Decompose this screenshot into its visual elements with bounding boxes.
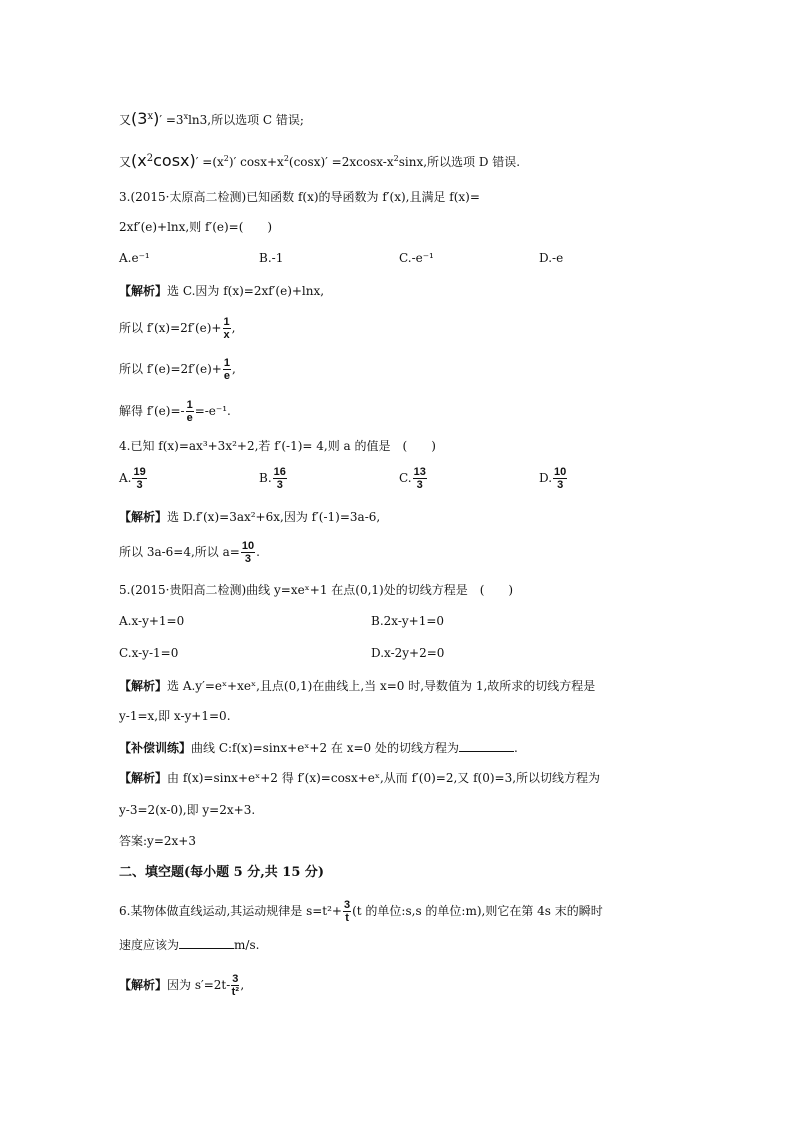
exp: x <box>183 112 189 121</box>
q3-solution-3 <box>119 357 236 382</box>
supplement-question <box>119 739 518 757</box>
text: 速度应该为 <box>119 938 180 952</box>
text: =-e⁻¹. <box>194 404 231 418</box>
math-paren: ) <box>153 109 160 128</box>
exp: 2 <box>223 154 229 163</box>
supplement-answer: 答案:y=2x+3 <box>119 834 196 848</box>
q5-option-d: D.x-2y+2=0 <box>371 646 445 660</box>
option-label: B. <box>259 471 272 485</box>
q6-stem-1 <box>119 899 603 924</box>
numerator: 10 <box>554 466 567 478</box>
q3-option-a: A.e⁻¹ <box>119 251 150 265</box>
text: 选 A.y′=eˣ+xeˣ,且点(0,1)在曲线上,当 x=0 时,导数值为 1,故所求的切线方程是 <box>167 679 596 693</box>
solution-tag: 【解析】 <box>119 978 168 992</box>
numerator: 1 <box>186 399 193 411</box>
text: , <box>231 362 236 376</box>
text: ′ =3 <box>159 113 184 127</box>
fraction <box>223 316 231 341</box>
denominator: t² <box>231 986 239 998</box>
denominator: 3 <box>557 479 564 491</box>
q3-solution-2 <box>119 316 235 341</box>
numerator: 1 <box>223 357 230 369</box>
text: 又 <box>119 113 132 127</box>
text: (t 的单位:s,s 的单位:m),则它在第 4s 末的瞬时 <box>352 904 603 918</box>
text: . <box>514 741 518 755</box>
text: . <box>256 545 260 559</box>
text: 解得 f′(e)=- <box>119 404 185 418</box>
fraction <box>343 899 351 924</box>
q5-option-a: A.x-y+1=0 <box>119 614 185 628</box>
text: 因为 s′=2t- <box>167 978 231 992</box>
option-label: D. <box>539 471 553 485</box>
q2-line-1 <box>119 108 304 129</box>
q4-option-a <box>119 466 148 491</box>
text: 所以 f′(e)=2f′(e)+ <box>119 362 222 376</box>
exp: 2 <box>393 154 399 163</box>
text: ′ =(x <box>195 155 224 169</box>
q6-stem-2 <box>119 936 259 954</box>
q3-option-c: C.-e⁻¹ <box>399 251 434 265</box>
q5-solution-2: y-1=x,即 x-y+1=0. <box>119 709 231 723</box>
solution-tag: 【解析】 <box>119 510 168 524</box>
denominator: e <box>223 370 230 382</box>
math-exp: 2 <box>146 153 154 164</box>
text: sinx,所以选项 D 错误. <box>398 155 521 169</box>
numerator: 3 <box>232 973 239 985</box>
option-label: C. <box>399 471 412 485</box>
numerator: 16 <box>273 466 286 478</box>
fraction <box>553 466 567 491</box>
numerator: 10 <box>241 540 255 552</box>
math-base: (3 <box>131 109 148 128</box>
text: , <box>231 321 236 335</box>
denominator: 3 <box>276 479 283 491</box>
fraction <box>186 399 194 424</box>
exp: 2 <box>283 154 289 163</box>
fraction <box>223 357 231 382</box>
q6-solution <box>119 973 244 998</box>
supplement-solution-1 <box>119 769 600 787</box>
q4-option-d <box>539 466 568 491</box>
text: 所以 f′(x)=2f′(e)+ <box>119 321 222 335</box>
denominator: t <box>345 912 349 924</box>
text: (cosx)′ =2xcosx-x <box>288 155 394 169</box>
q3-stem-2: 2xf′(e)+lnx,则 f′(e)=( ) <box>119 220 273 234</box>
text: 所以 3a-6=4,所以 a= <box>119 545 240 559</box>
q4-option-b <box>259 466 288 491</box>
fraction <box>231 973 239 998</box>
q3-stem-1: 3.(2015·太原高二检测)已知函数 f(x)的导函数为 f′(x),且满足 f(x)= <box>119 190 480 204</box>
answer-blank <box>179 936 234 949</box>
q3-solution-1 <box>119 282 324 300</box>
numerator: 3 <box>343 899 351 911</box>
q5-solution-1 <box>119 677 595 695</box>
math-rest: cosx) <box>153 151 196 170</box>
text: 选 D.f′(x)=3ax²+6x,因为 f′(-1)=3a-6, <box>167 510 381 524</box>
text: )′ cosx+x <box>228 155 284 169</box>
supplement-tag: 【补偿训练】 <box>119 741 192 755</box>
numerator: 13 <box>413 466 426 478</box>
fraction <box>241 540 255 565</box>
q3-option-b: B.-1 <box>259 251 284 265</box>
text: 选 C.因为 f(x)=2xf′(e)+lnx, <box>167 284 325 298</box>
math-base: (x <box>131 151 147 170</box>
math-exp: x <box>147 111 154 122</box>
solution-tag: 【解析】 <box>119 771 168 785</box>
solution-tag: 【解析】 <box>119 284 168 298</box>
q5-option-b: B.2x-y+1=0 <box>371 614 445 628</box>
denominator: x <box>223 329 230 341</box>
denominator: 3 <box>136 479 143 491</box>
text: 又 <box>119 155 132 169</box>
q3-option-d: D.-e <box>539 251 564 265</box>
text: , <box>240 978 245 992</box>
denominator: e <box>186 412 193 424</box>
fraction <box>132 466 146 491</box>
solution-tag: 【解析】 <box>119 679 168 693</box>
denominator: 3 <box>244 553 252 565</box>
text: ln3,所以选项 C 错误; <box>188 113 304 127</box>
fraction <box>273 466 287 491</box>
q5-option-c: C.x-y-1=0 <box>119 646 179 660</box>
section-heading: 二、填空题(每小题 5 分,共 15 分) <box>119 865 325 880</box>
text: 由 f(x)=sinx+eˣ+2 得 f′(x)=cosx+eˣ,从而 f′(0)=2,又 f(0)=3,所以切线方程为 <box>167 771 601 785</box>
option-label: A. <box>119 471 132 485</box>
q4-option-c <box>399 466 428 491</box>
q3-solution-4 <box>119 399 231 424</box>
q5-stem: 5.(2015·贵阳高二检测)曲线 y=xeˣ+1 在点(0,1)处的切线方程是 ( ) <box>119 583 514 597</box>
q4-stem: 4.已知 f(x)=ax³+3x²+2,若 f′(-1)= 4,则 a 的值是 ( ) <box>119 439 436 453</box>
answer-blank <box>459 739 514 752</box>
text: 6.某物体做直线运动,其运动规律是 s=t²+ <box>119 904 342 918</box>
text: m/s. <box>234 938 260 952</box>
text: 曲线 C:f(x)=sinx+eˣ+2 在 x=0 处的切线方程为 <box>191 741 460 755</box>
numerator: 19 <box>133 466 146 478</box>
supplement-solution-2: y-3=2(x-0),即 y=2x+3. <box>119 803 256 817</box>
denominator: 3 <box>416 479 423 491</box>
q4-solution-1 <box>119 508 380 526</box>
numerator: 1 <box>223 316 230 328</box>
fraction <box>413 466 427 491</box>
q4-solution-2 <box>119 540 260 565</box>
q2-line-2 <box>119 150 520 171</box>
